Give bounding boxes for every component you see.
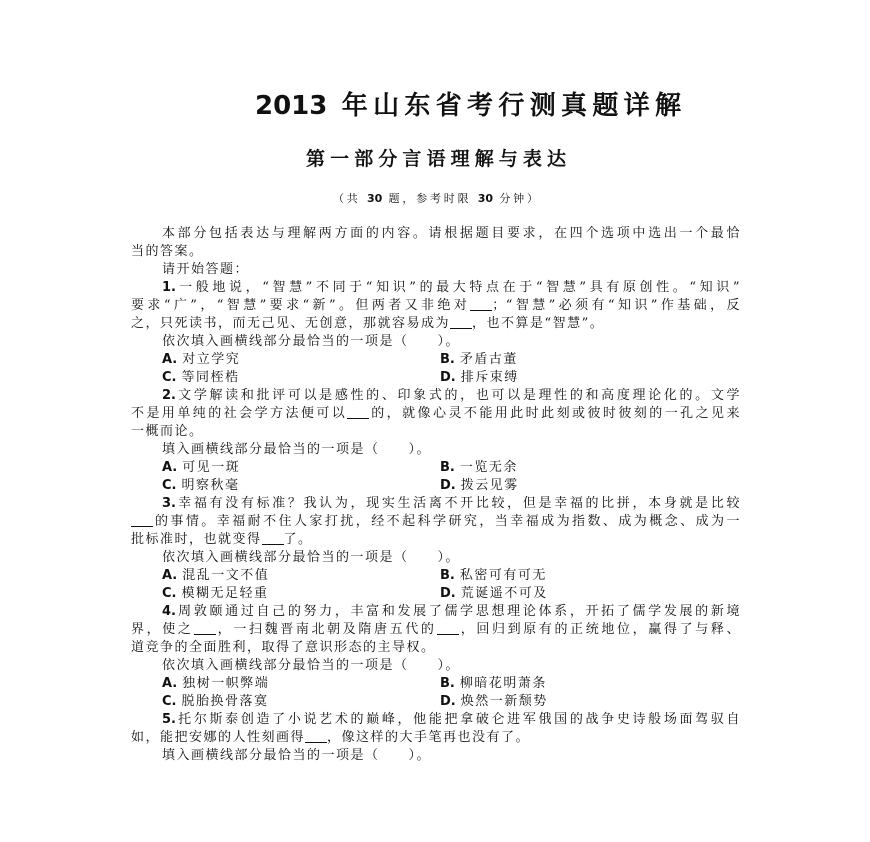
stem-text: ，也不算是“智慧”。 bbox=[472, 316, 605, 331]
question-number: 5. bbox=[162, 712, 176, 727]
option-text: 矛盾古董 bbox=[459, 352, 518, 367]
option-letter: C. bbox=[162, 586, 177, 601]
option-text: 私密可有可无 bbox=[459, 568, 547, 583]
note-text: 分钟） bbox=[493, 192, 538, 205]
option-text: 混乱一文不值 bbox=[182, 568, 270, 583]
question-number: 2. bbox=[162, 388, 176, 403]
option-row bbox=[131, 477, 740, 495]
question-prompt: 填入画横线部分最恰当的一项是（ ）。 bbox=[162, 748, 432, 763]
question-prompt: 依次填入画横线部分最恰当的一项是（ ）。 bbox=[162, 550, 461, 565]
stem-text: 周敦颐通过自己的努力，丰富和发展了儒学思想理论体系，开拓了儒学发展的新境 bbox=[175, 604, 740, 619]
option-a bbox=[162, 675, 440, 693]
option-letter: C. bbox=[162, 370, 177, 385]
stem-text: 不是用单纯的社会学方法便可以 bbox=[131, 406, 348, 421]
note-text: 题，参考时限 bbox=[382, 192, 478, 205]
question-2-stem-line bbox=[131, 405, 740, 423]
stem-text: 了。 bbox=[283, 532, 313, 547]
question-4-stem-line bbox=[131, 639, 740, 657]
option-d bbox=[440, 477, 718, 495]
answer-blank bbox=[470, 298, 492, 311]
option-letter: D. bbox=[440, 370, 456, 385]
option-row bbox=[131, 675, 740, 693]
time-limit: 30 bbox=[477, 192, 494, 205]
stem-text: 批标准时，也就变得 bbox=[131, 532, 262, 547]
option-letter: A. bbox=[162, 352, 178, 367]
answer-blank bbox=[305, 730, 327, 743]
option-letter: C. bbox=[162, 694, 177, 709]
option-letter: B. bbox=[440, 676, 455, 691]
answer-blank bbox=[347, 406, 369, 419]
stem-text: ；“智慧”必须有“知识”作基础，反 bbox=[492, 298, 740, 313]
option-letter: D. bbox=[440, 586, 456, 601]
question-number: 4. bbox=[162, 604, 176, 619]
question-5-stem-line bbox=[131, 711, 740, 729]
question-prompt: 依次填入画横线部分最恰当的一项是（ ）。 bbox=[162, 334, 461, 349]
option-a bbox=[162, 567, 440, 585]
option-text: 模糊无足轻重 bbox=[181, 586, 269, 601]
option-row bbox=[131, 369, 740, 387]
question-5-stem-line bbox=[131, 729, 740, 747]
answer-blank bbox=[131, 514, 153, 527]
question-number: 3. bbox=[162, 496, 176, 511]
stem-text: ，一扫魏晋南北朝及隋唐五代的 bbox=[215, 622, 437, 637]
option-c bbox=[162, 477, 440, 495]
question-list bbox=[131, 225, 740, 765]
start-prompt: 请开始答题： bbox=[162, 262, 250, 277]
option-row bbox=[131, 351, 740, 369]
option-a bbox=[162, 351, 440, 369]
option-letter: D. bbox=[440, 694, 456, 709]
option-a bbox=[162, 459, 440, 477]
stem-text: 如，能把安娜的人性刻画得 bbox=[131, 730, 306, 745]
stem-text: 要求“广”，“智慧”要求“新”。但两者又非绝对 bbox=[131, 298, 471, 313]
stem-text: 一概而论。 bbox=[131, 424, 204, 439]
question-number: 1. bbox=[162, 280, 176, 295]
question-3-stem-line bbox=[131, 531, 740, 549]
option-text: 明察秋毫 bbox=[181, 478, 240, 493]
question-count: 30 bbox=[366, 192, 383, 205]
option-letter: C. bbox=[162, 478, 177, 493]
stem-text: 的，就像心灵不能用此时此刻或彼时彼刻的一孔之见来 bbox=[369, 406, 740, 421]
question-4-stem-line bbox=[131, 603, 740, 621]
question-1-stem-line bbox=[131, 315, 740, 333]
option-text: 荒诞遥不可及 bbox=[460, 586, 548, 601]
stem-text: 道竞争的全面胜利，取得了意识形态的主导权。 bbox=[131, 640, 436, 655]
stem-text: 界，使之 bbox=[131, 622, 194, 637]
option-letter: B. bbox=[440, 568, 455, 583]
stem-text: 文学解读和批评可以是感性的、印象式的，也可以是理性的和高度理论化的。文学 bbox=[175, 388, 740, 403]
option-c bbox=[162, 585, 440, 603]
option-text: 可见一斑 bbox=[182, 460, 241, 475]
stem-text: 幸福有没有标准？我认为，现实生活离不开比较，但是幸福的比拼，本身就是比较 bbox=[175, 496, 740, 511]
question-prompt: 依次填入画横线部分最恰当的一项是（ ）。 bbox=[162, 658, 461, 673]
stem-text: ，像这样的大手笔再也没有了。 bbox=[327, 730, 531, 745]
option-row bbox=[131, 693, 740, 711]
stem-text: ，回归到原有的正统地位，赢得了与释、 bbox=[458, 622, 740, 637]
option-text: 柳暗花明萧条 bbox=[459, 676, 547, 691]
question-4-stem-line bbox=[131, 621, 740, 639]
option-b bbox=[440, 459, 718, 477]
option-text: 脱胎换骨落寞 bbox=[181, 694, 269, 709]
question-3-stem-line bbox=[131, 495, 740, 513]
option-letter: B. bbox=[440, 460, 455, 475]
note-text: （共 bbox=[333, 192, 367, 205]
option-text: 拨云见雾 bbox=[460, 478, 519, 493]
option-text: 一览无余 bbox=[459, 460, 518, 475]
option-row bbox=[131, 585, 740, 603]
question-1-stem-line bbox=[131, 297, 740, 315]
option-text: 独树一帜弊端 bbox=[182, 676, 270, 691]
section-note bbox=[333, 191, 538, 207]
option-letter: A. bbox=[162, 460, 178, 475]
option-c bbox=[162, 369, 440, 387]
option-b bbox=[440, 675, 718, 693]
stem-text: 一般地说，“智慧”不同于“知识”的最大特点在于“智慧”具有原创性。“知识” bbox=[175, 280, 740, 295]
stem-text: 托尔斯泰创造了小说艺术的巅峰，他能把拿破仑进军俄国的战争史诗般场面驾驭自 bbox=[175, 712, 740, 727]
document-title: 2013 年山东省考行测真题详解 bbox=[255, 91, 681, 121]
answer-blank bbox=[262, 532, 284, 545]
option-letter: A. bbox=[162, 676, 178, 691]
option-letter: A. bbox=[162, 568, 178, 583]
question-3-stem-line bbox=[131, 513, 740, 531]
option-text: 等同桎梏 bbox=[181, 370, 240, 385]
stem-text: 之，只死读书，而无己见、无创意，那就容易成为 bbox=[131, 316, 451, 331]
answer-blank bbox=[437, 622, 459, 635]
option-text: 排斥束缚 bbox=[460, 370, 519, 385]
section-title: 第一部分言语理解与表达 bbox=[306, 148, 566, 170]
option-text: 焕然一新颓势 bbox=[460, 694, 548, 709]
option-letter: D. bbox=[440, 478, 456, 493]
intro-line: 本部分包括表达与理解两方面的内容。请根据题目要求，在四个选项中选出一个最恰 bbox=[162, 226, 740, 241]
question-1-stem-line bbox=[131, 279, 740, 297]
option-row bbox=[131, 459, 740, 477]
question-2-stem-line bbox=[131, 423, 740, 441]
option-text: 对立学究 bbox=[182, 352, 241, 367]
option-c bbox=[162, 693, 440, 711]
intro-line: 当的答案。 bbox=[131, 244, 204, 259]
option-b bbox=[440, 567, 718, 585]
option-d bbox=[440, 369, 718, 387]
answer-blank bbox=[450, 316, 472, 329]
option-d bbox=[440, 693, 718, 711]
answer-blank bbox=[194, 622, 216, 635]
question-prompt: 填入画横线部分最恰当的一项是（ ）。 bbox=[162, 442, 432, 457]
question-2-stem-line bbox=[131, 387, 740, 405]
option-row bbox=[131, 567, 740, 585]
option-b bbox=[440, 351, 718, 369]
option-letter: B. bbox=[440, 352, 455, 367]
stem-text: 的事情。幸福耐不住人家打扰，经不起科学研究，当幸福成为指数、成为概念、成为一 bbox=[153, 514, 740, 529]
option-d bbox=[440, 585, 718, 603]
